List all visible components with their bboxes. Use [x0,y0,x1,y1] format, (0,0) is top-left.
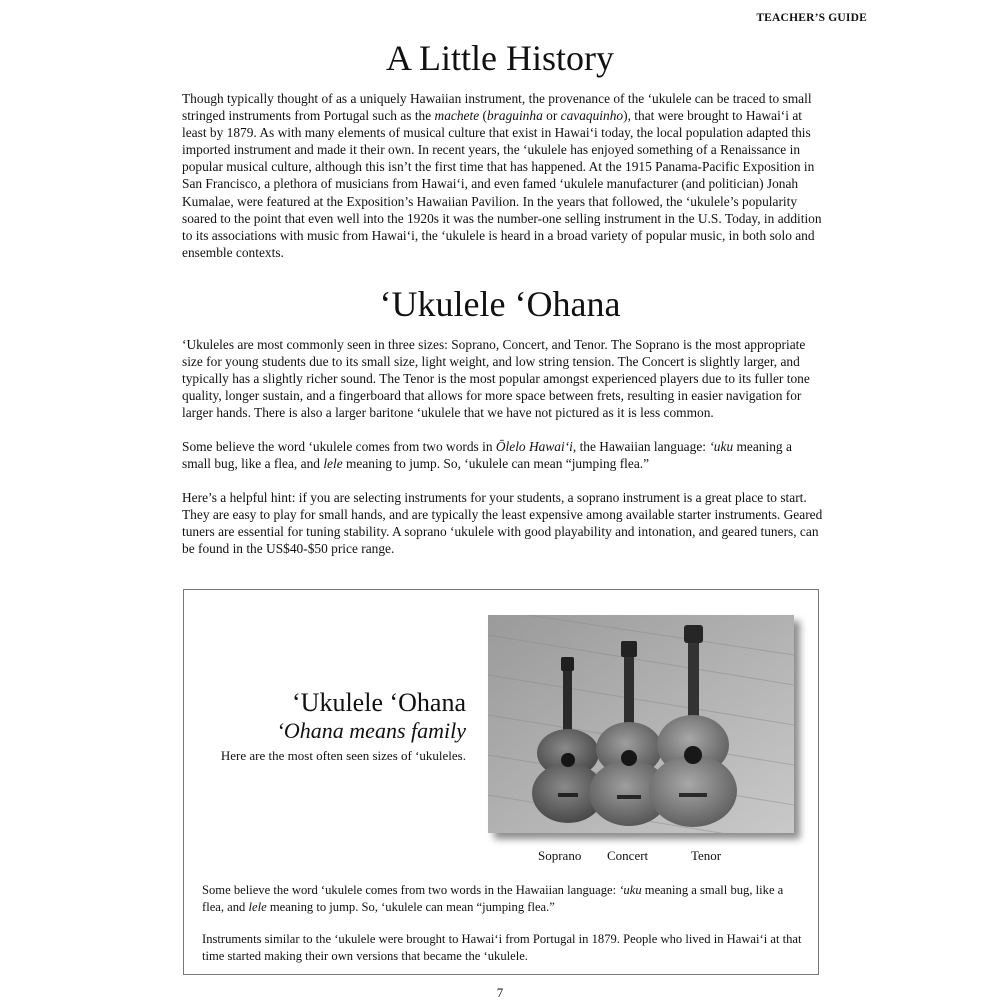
teachers-guide-label: TEACHER’S GUIDE [756,12,867,24]
page-number: 7 [496,985,504,1000]
history-title: A Little History [386,38,614,78]
ohana-paragraph-sizes: ‘Ukuleles are most commonly seen in three sizes: Soprano, Concert, and Tenor. The Soprano is the most appropriate size for young students due to its small size, light weight, and low string tension. The Concert is slightly larger, and typically has a slightly richer sound. The Tenor is the most popular amongst experienced players due to its fuller tone quality, longer sustain, and a fingerboard that allows for more space between frets, resulting in easier navigation for larger hands. There is also a larger baritone ‘ukulele that we have not pictured as it is less common. [182,337,810,421]
box-title: ‘Ukulele ‘Ohana [292,688,466,717]
box-subtitle: ‘Ohana means family [276,718,466,743]
box-caption: Here are the most often seen sizes of ‘ukuleles. [220,748,466,763]
box-paragraph-meaning: Some believe the word ‘ukulele comes from two words in the Hawaiian language: ‘uku meaning a small bug, like a flea, and lele meaning to jump. So, ‘ukulele can mean “jumping flea.” [202,883,784,914]
label-tenor: Tenor [691,848,722,863]
label-soprano: Soprano [538,848,582,863]
box-paragraph-history: Instruments similar to the ‘ukulele were brought to Hawai‘i from Portugal in 1879. People who lived in Hawai‘i at that time started making their own versions that became the ‘ukulele. [202,932,802,963]
ohana-paragraph-hint: Here’s a helpful hint: if you are selecting instruments for your students, a soprano instrument is a great place to start. They are easy to play for small hands, and are typically the least expensive among available starter instruments. Geared tuners are essential for tuning stability. A soprano ‘ukulele with good playability and intonation, and geared tuners, can be found in the US$40-$50 price range. [182,490,823,557]
ohana-title: ‘Ukulele ‘Ohana [379,284,621,324]
ohana-paragraph-meaning: Some believe the word ‘ukulele comes from two words in Ōlelo Hawai‘i, the Hawaiian language: ‘uku meaning a small bug, like a flea, and lele meaning to jump. So, ‘ukulele can mean “jumping flea.” [182,439,792,472]
label-concert: Concert [607,848,649,863]
ohana-info-box [183,589,819,975]
ukulele-photo [488,615,794,833]
ukulele-photo-image [488,615,794,833]
history-paragraph: Though typically thought of as a uniquely Hawaiian instrument, the provenance of the ‘ukulele can be traced to small stringed instruments from Portugal such as the machete (braguinha or cavaquinho), that were brought to Hawai‘i at least by 1879. As with many elements of musical culture that exist in Hawai‘i today, the local population adapted this imported instrument and made it their own. In recent years, the ‘ukulele has enjoyed something of a Renaissance in popular musical culture, although this isn’t the first time that has happened. At the 1915 Panama-Pacific Exposition in San Francisco, a plethora of musicians from Hawai‘i, and even famed ‘ukulele manufacturer (and politician) Jonah Kumalae, were featured at the Exposition’s Hawaiian Pavilion. In the years that followed, the ‘ukulele’s popularity soared to the point that even well into the 1920s it was the number-one selling instrument in the U.S. Today, in addition to its associations with music from Hawai‘i, the ‘ukulele is heard in a broad variety of popular music, in both solo and ensemble contexts. [182,91,822,260]
